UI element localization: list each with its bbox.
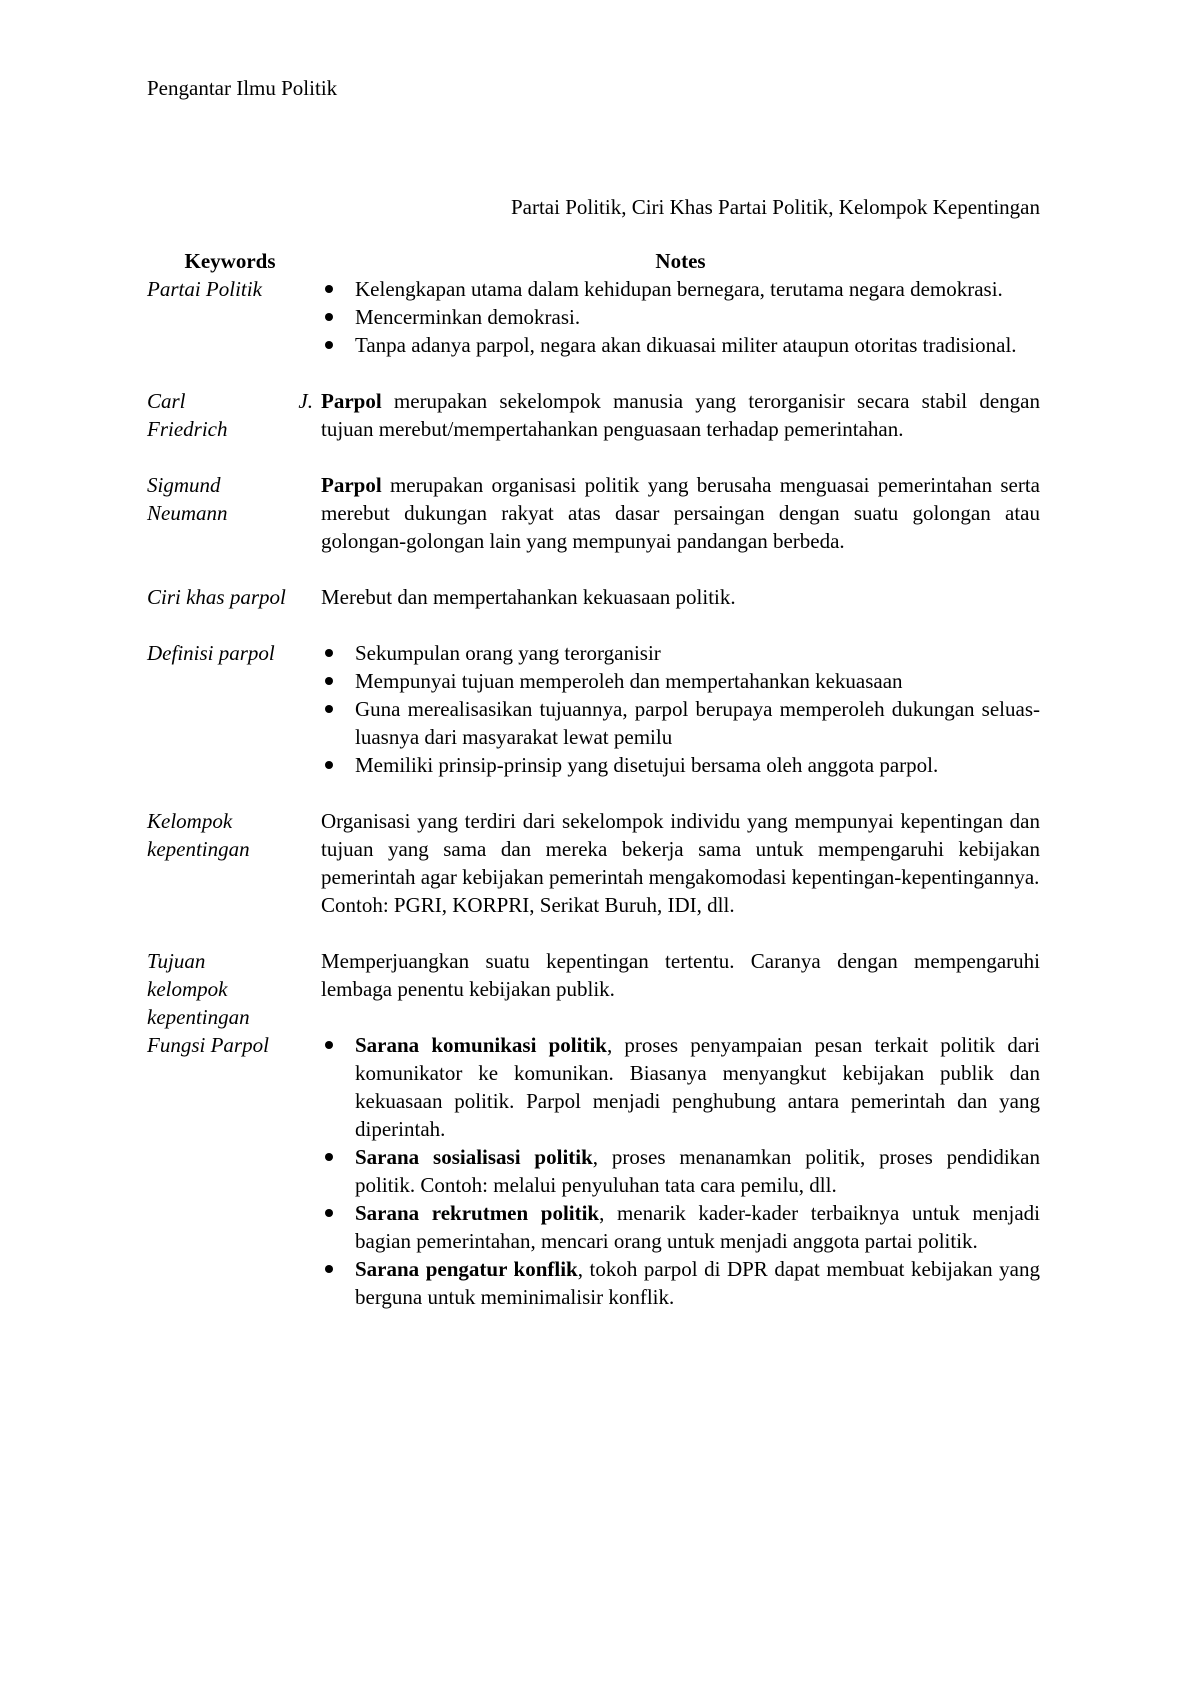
sigmund-neumann-definition: Parpol merupakan organisasi politik yang berusaha menguasai pemerintahan serta merebut dukungan rakyat atas dasar persaingan dengan suatu golongan atau golongan-golongan lain yang mempunyai pandangan berbeda. — [321, 473, 1040, 553]
bullet-icon — [325, 677, 333, 685]
keyword-sigmund-neumann: Sigmund Neumann — [147, 473, 228, 525]
ciri-khas-text: Merebut dan mempertahankan kekuasaan politik. — [321, 585, 736, 609]
list-item: Tanpa adanya parpol, negara akan dikuasai militer ataupun otoritas tradisional. — [321, 331, 1040, 359]
keyword-partai-politik: Partai Politik — [147, 277, 262, 301]
bullet-icon — [325, 341, 333, 349]
kelompok-kepentingan-definition: Organisasi yang terdiri dari sekelompok individu yang mempunyai kepentingan dan tujuan yang sama dan mereka bekerja sama untuk mempengaruhi kebijakan pemerintah agar kebijakan pemerintah mengakomodasi kepentingan-kepentingannya. — [321, 809, 1040, 889]
bullet-icon — [325, 705, 333, 713]
cornell-notes-table — [147, 247, 1040, 1339]
list-item: Mencerminkan demokrasi. — [321, 303, 1040, 331]
table-header-row — [147, 247, 1040, 275]
fungsi-parpol-bullet-list — [321, 1031, 1040, 1311]
keyword-tujuan-fungsi — [147, 947, 313, 1059]
notes-row-carl-friedrich — [147, 387, 1040, 443]
keyword-tujuan-kelompok-kepentingan: Tujuan kelompok kepentingan — [147, 949, 250, 1029]
tujuan-kelompok-text: Memperjuangkan suatu kepentingan tertentu. Caranya dengan mempengaruhi lembaga penentu kebijakan publik. — [321, 949, 1040, 1001]
notes-row-sigmund-neumann — [147, 471, 1040, 555]
kelompok-kepentingan-example: Contoh: PGRI, KORPRI, Serikat Buruh, IDI, dll. — [321, 893, 735, 917]
document-title: Partai Politik, Ciri Khas Partai Politik, Kelompok Kepentingan — [510, 195, 1040, 219]
bullet-icon — [325, 1265, 333, 1273]
notes-row-kelompok-kepentingan — [147, 807, 1040, 919]
keyword-fungsi-parpol: Fungsi Parpol — [147, 1033, 269, 1057]
carl-friedrich-definition: Parpol merupakan sekelompok manusia yang terorganisir secara stabil dengan tujuan merebut/mempertahankan penguasaan terhadap pemerintahan. — [321, 389, 1040, 441]
bullet-icon — [325, 1209, 333, 1217]
bullet-icon — [325, 649, 333, 657]
list-item: Sarana rekrutmen politik, menarik kader-kader terbaiknya untuk menjadi bagian pemerintahan, mencari orang untuk menjadi anggota partai politik. — [321, 1199, 1040, 1255]
notes-row-definisi — [147, 639, 1040, 779]
running-header: Pengantar Ilmu Politik — [147, 76, 338, 100]
bullet-icon — [325, 285, 333, 293]
list-item: Guna merealisasikan tujuannya, parpol berupaya memperoleh dukungan seluas-luasnya dari masyarakat lewat pemilu — [321, 695, 1040, 751]
definisi-bullet-list — [321, 639, 1040, 779]
list-item: Sarana pengatur konflik, tokoh parpol di DPR dapat membuat kebijakan yang berguna untuk meminimalisir konflik. — [321, 1255, 1040, 1311]
list-item: Memiliki prinsip-prinsip yang disetujui bersama oleh anggota parpol. — [321, 751, 1040, 779]
notes-row-ciri-khas — [147, 583, 1040, 611]
bullet-icon — [325, 1153, 333, 1161]
partai-politik-bullet-list — [321, 275, 1040, 359]
notes-row-tujuan-fungsi — [147, 947, 1040, 1311]
list-item: Sarana komunikasi politik, proses penyampaian pesan terkait politik dari komunikator ke komunikan. Biasanya menyangkut kebijakan publik dan kekuasaan politik. Parpol menjadi penghubung antara pemerintah dan yang diperintah. — [321, 1031, 1040, 1143]
bullet-icon — [325, 761, 333, 769]
keyword-kelompok-kepentingan: Kelompok kepentingan — [147, 809, 250, 861]
bullet-icon — [325, 313, 333, 321]
list-item: Sarana sosialisasi politik, proses menanamkan politik, proses pendidikan politik. Contoh: melalui penyuluhan tata cara pemilu, dll. — [321, 1143, 1040, 1199]
notes-row-partai-politik — [147, 275, 1040, 359]
keywords-column-header: Keywords — [184, 249, 276, 273]
notes-column-header: Notes — [655, 249, 706, 273]
keyword-definisi-parpol: Definisi parpol — [147, 641, 275, 665]
keyword-ciri-khas-parpol: Ciri khas parpol — [147, 585, 286, 609]
bullet-icon — [325, 1041, 333, 1049]
list-item: Sekumpulan orang yang terorganisir — [321, 639, 1040, 667]
list-item: Kelengkapan utama dalam kehidupan bernegara, terutama negara demokrasi. — [321, 275, 1040, 303]
list-item: Mempunyai tujuan memperoleh dan mempertahankan kekuasaan — [321, 667, 1040, 695]
keyword-carl-friedrich: Carl J. Friedrich — [147, 389, 313, 441]
